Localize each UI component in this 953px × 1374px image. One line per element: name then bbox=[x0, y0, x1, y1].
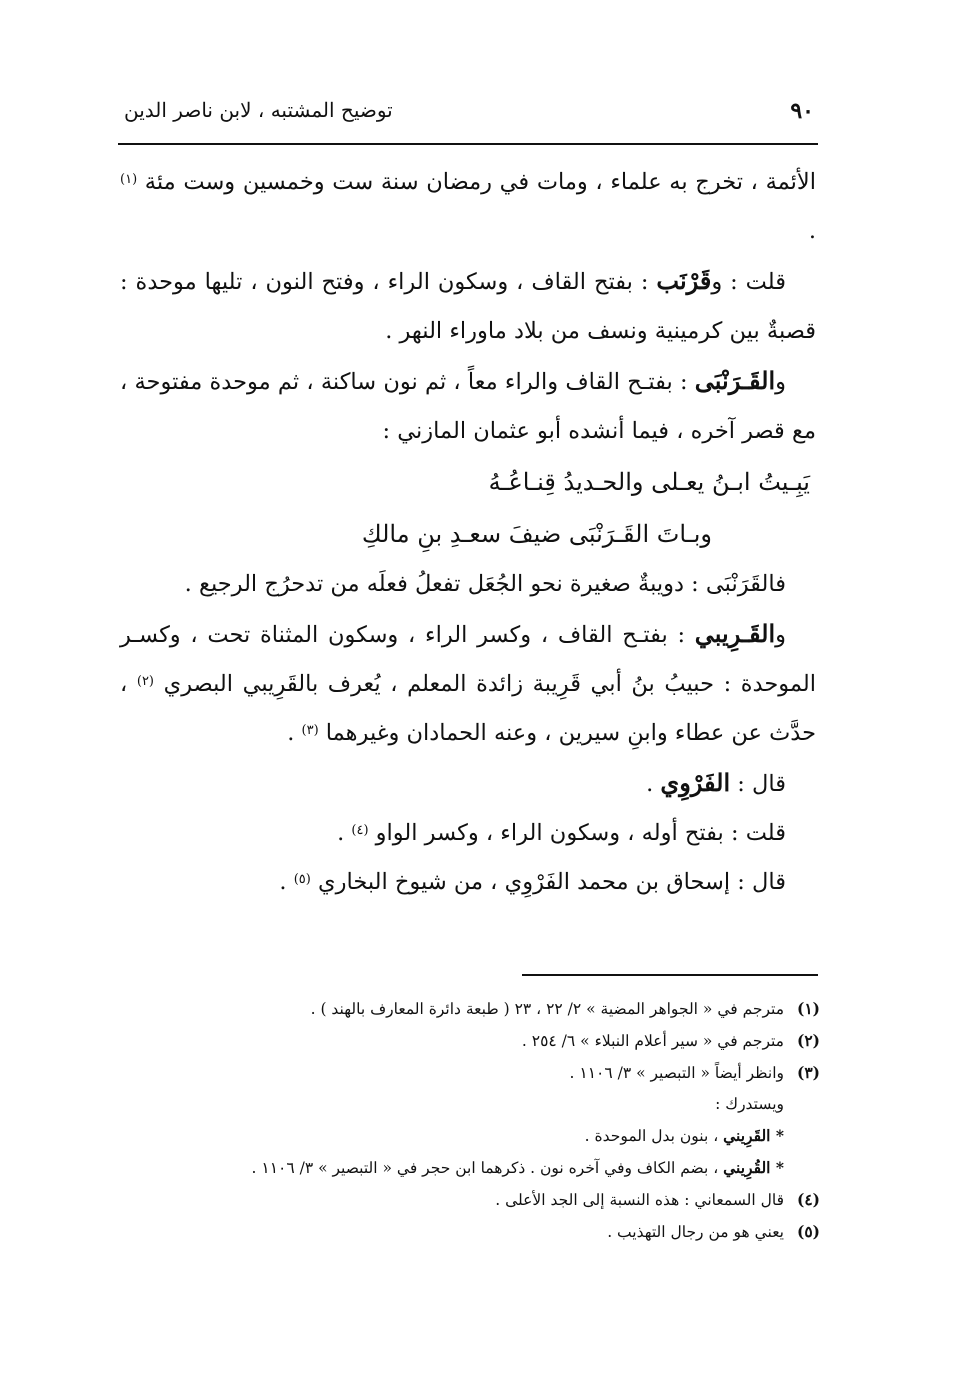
footnote-ref-4[interactable]: (٤) bbox=[351, 823, 369, 838]
paragraph-1-end: . bbox=[808, 218, 816, 244]
paragraph-5-end: . bbox=[287, 720, 302, 746]
footnote-5-text: يعني هو من رجال التهذيب . bbox=[607, 1223, 784, 1241]
footnote-1-number: (١) bbox=[796, 999, 820, 1018]
paragraph-4-lead: فال bbox=[761, 571, 786, 597]
footnote-3-line-2: ويستدرك : bbox=[715, 1095, 784, 1113]
footnote-3-keyword-1: القَرِيني bbox=[723, 1126, 771, 1145]
entry-word-qaranba: قَرَنْبَى bbox=[705, 571, 762, 597]
footnote-1 bbox=[120, 993, 820, 1025]
paragraph-3 bbox=[120, 356, 816, 456]
verse-line-2: وبـاتَ القَـرَنْبَى ضيفَ سعـدِ بنِ مالكِ bbox=[361, 520, 712, 548]
paragraph-6 bbox=[120, 758, 816, 809]
paragraph-2-text: : بفتح القاف ، وسكون الراء ، وفتح النون ، تليها موحدة : قصبةٌ بين كرمينية ونسف من بلاد ماوراء النهر . bbox=[120, 269, 816, 344]
entry-keyword-qaribi: القَـرِيبي bbox=[694, 619, 776, 648]
paragraph-7 bbox=[120, 809, 816, 858]
footnote-2-text: مترجم في « سير أعلام النبلاء » ٦/ ٢٥٤ . bbox=[521, 1032, 784, 1050]
footnotes bbox=[120, 993, 820, 1248]
footnote-2 bbox=[120, 1025, 820, 1057]
paragraph-8-text: قال : إسحاق بن محمد الفَرْوِي ، من شيوخ البخاري bbox=[318, 869, 786, 895]
footnote-5-number: (٥) bbox=[796, 1222, 820, 1241]
page-number: ٩٠ bbox=[790, 98, 814, 124]
paragraph-2-lead: قلت : و bbox=[711, 269, 786, 295]
footnote-3-keyword-2: القُرِيني bbox=[723, 1158, 771, 1177]
paragraph-5-lead: و bbox=[775, 622, 786, 648]
footnote-5 bbox=[120, 1216, 820, 1248]
paragraph-7-end: . bbox=[337, 820, 352, 846]
paragraph-5-text: : بفتـح القاف ، وكسر الراء ، وسكون المثناة تحت ، وكسـر الموحدة : حبيبُ بنُ أبي قَرِيبة زائدة المعلم ، يُعرف بالقَرِيبي البصري bbox=[120, 622, 816, 697]
paragraph-8 bbox=[120, 858, 816, 907]
paragraph-1 bbox=[120, 158, 816, 256]
paragraph-5 bbox=[120, 609, 816, 758]
paragraph-1-text: الأئمة ، تخرج به علماء ، ومات في رمضان سنة ست وخمسين وست مئة bbox=[144, 169, 816, 195]
entry-keyword-farwi: الفَرْوِي bbox=[660, 768, 731, 797]
footnote-ref-1[interactable]: (١) bbox=[120, 172, 138, 187]
footnote-3 bbox=[120, 1057, 820, 1089]
paragraph-8-end: . bbox=[279, 869, 294, 895]
footnote-3-text: وانظر أيضاً « التبصير » ٣/ ١١٠٦ . bbox=[569, 1064, 784, 1082]
footnote-3-line-4 bbox=[120, 1152, 820, 1184]
main-text bbox=[120, 158, 816, 907]
page-header bbox=[118, 92, 818, 132]
footnote-ref-5[interactable]: (٥) bbox=[293, 872, 311, 887]
asterisk-bullet-1: * bbox=[770, 1126, 784, 1145]
header-rule bbox=[118, 143, 818, 145]
paragraph-3-text: : بفتـح القاف والراء معاً ، ثم نون ساكنة ، ثم موحدة مفتوحة ، مع قصر آخره ، فيما أنشده أبو عثمان المازني : bbox=[120, 369, 816, 444]
footnote-4-text: قال السمعاني : هذه النسبة إلى الجد الأعلى . bbox=[495, 1191, 784, 1209]
footnote-2-number: (٢) bbox=[796, 1031, 820, 1050]
paragraph-6-lead: قال : bbox=[730, 771, 786, 797]
paragraph-2 bbox=[120, 256, 816, 356]
footnote-1-text: مترجم في « الجواهر المضية » ٢/ ٢٢ ، ٢٣ ( طبعة دائرة المعارف بالهند ) . bbox=[310, 1000, 784, 1018]
footnote-ref-2[interactable]: (٢) bbox=[136, 674, 154, 689]
paragraph-4 bbox=[120, 560, 816, 609]
footnote-3-line-4-text: ، بضم الكاف وفي آخره نون . ذكرهما ابن حجر في « التبصير » ٣/ ١١٠٦ . bbox=[251, 1159, 724, 1177]
footnote-4-number: (٤) bbox=[796, 1190, 820, 1209]
footnote-4 bbox=[120, 1184, 820, 1216]
entry-keyword-qarnab: قَرْنَب bbox=[656, 266, 712, 295]
paragraph-7-text: قلت : بفتح أوله ، وسكون الراء ، وكسر الواو bbox=[375, 820, 786, 846]
footnote-3-number: (٣) bbox=[796, 1063, 820, 1082]
paragraph-6-end: . bbox=[646, 771, 661, 797]
footnote-ref-3[interactable]: (٣) bbox=[301, 723, 319, 738]
running-title: توضيح المشتبه ، لابن ناصر الدين bbox=[124, 98, 393, 122]
entry-keyword-qaranba: القَـرَنْبَى bbox=[694, 366, 776, 395]
paragraph-5-continuation: ، حدَّث عن عطاء وابنِ سيرين ، وعنه الحمادان وغيرهما bbox=[120, 671, 816, 746]
paragraph-4-text: : دويبةٌ صغيرة نحو الجُعَل تفعلُ فعلَه من تدحرُج الرجيع . bbox=[184, 571, 706, 597]
footnote-3-line-3 bbox=[120, 1120, 820, 1152]
paragraph-3-lead: و bbox=[775, 369, 786, 395]
verse-line-1: يَبِـيتُ ابـنُ يعـلى والحـديدُ قِنـاعُـهُ bbox=[488, 468, 810, 496]
footnote-rule bbox=[522, 974, 818, 976]
asterisk-bullet-2: * bbox=[770, 1158, 784, 1177]
footnote-3-line-3-text: ، بنون بدل الموحدة . bbox=[584, 1127, 724, 1145]
